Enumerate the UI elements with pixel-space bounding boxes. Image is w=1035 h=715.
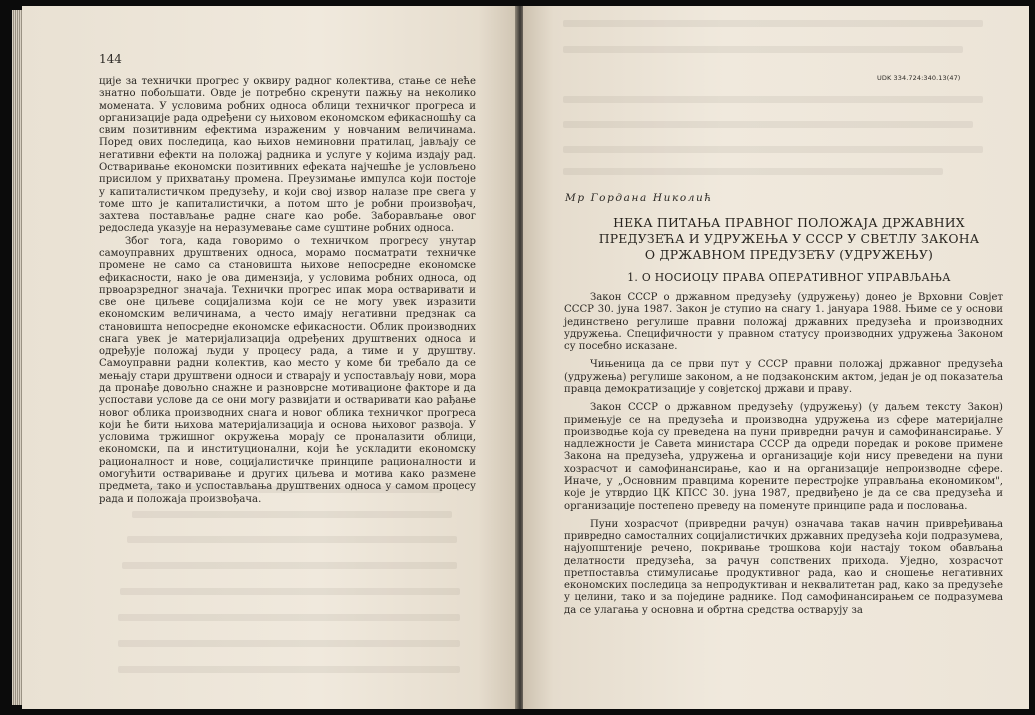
- right-paragraph-3: Закон СССР о државном предузећу (удружењу) (у даљем тексту Закон) примењује се на предузећа и производна удружења из сфере материјалне производње која су преведена на пуни привредни рачун и самофинансирање. У надлежности је Савета министара СССР да одреди поредак и рокове примене Закона на предузећа, удружења и организације који нису преведени на пуни хозрасчот и самофинансирање, као и на организације непроизводне сфере. Иначе, у „Основним правцима корените перестројке управљања економиком", које је утврдио ЦК КПСС 30. јуна 1987, предвиђено је да се сва предузећа и организације постепено преведу на поменуте принципе рада и пословања.: [564, 402, 1003, 512]
- left-page: [22, 6, 518, 709]
- right-paragraph-1: Закон СССР о државном предузећу (удружењу) донео је Врховни Совјет СССР 30. јуна 1987. Закон је ступио на снагу 1. јануара 1988. Њиме се у основи јединствено регулише правни положај државних предузећа и производних удружења. Специфичности у правном статусу производних удружења Законом су посебно исказане.: [564, 292, 1003, 353]
- left-text-column: [99, 76, 476, 506]
- udk-code: UDK 334.724:340.13(47): [877, 74, 961, 82]
- right-page: [523, 6, 1029, 709]
- left-paragraph-1: ције за технички прогрес у оквиру радног колектива, стање се неће знатно побољшати. Овде је потребно скренути пажњу на неколико момената. У условима робних односа облици техничког прогреса и организације рада одређени су њиховом економском ефикасношћу са свим позитивним ефектима израженим у новчаним величинама. Поред ових последица, као њихов неминовни пратилац, јављају се негативни ефекти на положај радника и услуге у којима издају рад. Остваривање економски позитивних ефеката најчешће је условљено присилом у прихватању промена. Преузимање импулса који постоје у капиталистичком предузећу, и који свој извор налазе пре свега у томе што је капиталистички, а потом што је робни произвођач, захтева постављање радне снаге као робе. Заборављање овог редоследа указује на неразумевање саме суштине робних односа.: [99, 76, 476, 235]
- article-title-line-1: НЕКА ПИТАЊА ПРАВНОГ ПОЛОЖАЈА ДРЖАВНИХ: [613, 215, 965, 230]
- left-paragraph-2: Због тога, када говоримо о техничком прогресу унутар самоуправних друштвених односа, морамо посматрати техничке промене не само са становишта њихове непосредне економске ефикасности, нако је ова димензија, у условима робних односа, од првоарзредног значаја. Технички прогрес ипак мора остваривати и све оне циљеве социјализма који се не могу увек изразити економским величинама, а често имају негативни предзнак са становишта непосредне економске ефикасности. Облик производних снага увек је материјализација одређених друштвених односа и одређује положај људи у процесу рада, а тиме и у друштву. Самоуправни радни колектив, као место у коме би требало да се мењају стари друштвени односи и стварају и успостављају нови, мора да пронађе довољно снажне и разноврсне мотивационе факторе и да успостави услове да се они могу развијати и остваривати као рађање новог облика производних снага и новог облика техничког прогреса који ће бити њихова материјализација и основа њиховог развоја. У условима тржишног окружења морају се проналазити облици, економски, па и институционални, који ће ускладити економску рационалност и нове, социјалистичке принципе рационалности и омогућити остваривање и других циљева и мотива како размене предмета, тако и успостављања друштвених односа у самом процесу рада и положаја произвођача.: [99, 235, 476, 505]
- article-title: [569, 215, 1009, 263]
- article-title-line-2: ПРЕДУЗЕЋА И УДРУЖЕЊА У СССР У СВЕТЛУ ЗАКОНА: [598, 231, 980, 246]
- page-stack-edge: [12, 10, 22, 705]
- section-heading: 1. О НОСИОЦУ ПРАВА ОПЕРАТИВНОГ УПРАВЉАЊА: [627, 271, 951, 284]
- article-title-line-3: О ДРЖАВНОМ ПРЕДУЗЕЋУ (УДРУЖЕЊУ): [644, 247, 934, 262]
- right-paragraph-4: Пуни хозрасчот (привредни рачун) означава такав начин привређивања привредно самосталних социјалистичких државних предузећа који подразумева, најуопштеније речено, покривање трошкова који настају током обављања делатности предузећа, за рачун сопствених прихода. Уједно, хозрасчот претпоставља стимулисање продуктивног рада, као и сношење негативних економских последица за непродуктиван и неквалитетан рад, како за предузеће у целини, тако и за поједине раднике. Под самофинансирањем се подразумева да се улагања у основна и обртна средства остварују за: [564, 518, 1003, 616]
- right-paragraph-2: Чињеница да се први пут у СССР правни положај државног предузећа (удружења) регулише законом, а не подзаконским актом, један је од показатеља правца демократизације у совјетској држави и праву.: [564, 359, 1003, 395]
- right-text-column: [564, 292, 1003, 617]
- page-number: 144: [99, 52, 122, 66]
- article-author: Мр Гордана Николић: [565, 192, 713, 204]
